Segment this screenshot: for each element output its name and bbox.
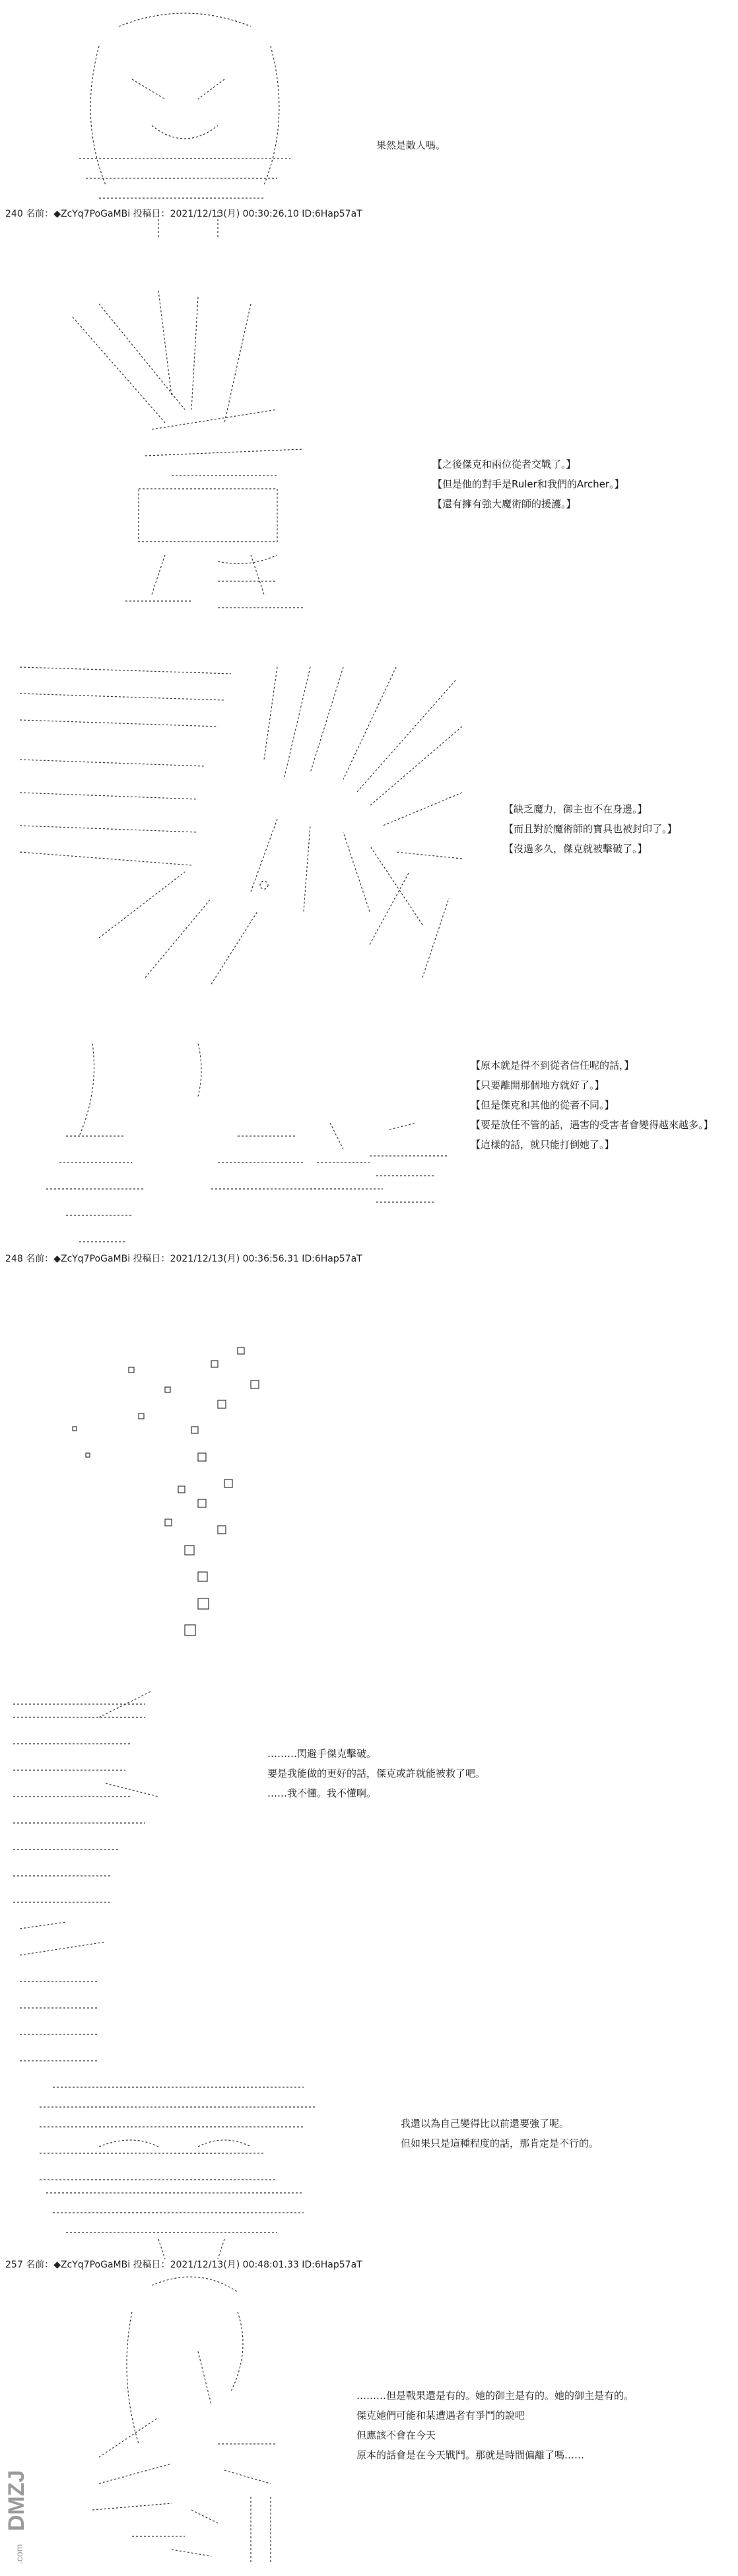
panel-7-line-1: 我還以為自己變得比以前還要強了呢。 xyxy=(401,2118,570,2129)
post-number: 248 xyxy=(5,1254,23,1264)
panel-4-line-3: 【但是傑克和其他的從者不同。】 xyxy=(471,1099,615,1111)
panel-4-dialog xyxy=(471,1055,714,1155)
art-hooded-figure xyxy=(79,13,290,238)
post-date-label: 投稿日： xyxy=(133,2260,170,2270)
post-name-label: 名前： xyxy=(26,1254,54,1264)
post-header-257 xyxy=(5,2258,362,2271)
panel-3-dialog xyxy=(504,799,677,859)
panel-6-dialog xyxy=(267,1744,485,1803)
watermark-suffix: .com xyxy=(14,2544,24,2564)
panel-7-dialog xyxy=(401,2114,599,2153)
post-date-label: 投稿日： xyxy=(133,209,170,219)
watermark-text: DMZJ xyxy=(4,2470,29,2531)
panel-4-line-5: 【這樣的話，就只能打倒她了。】 xyxy=(471,1139,615,1151)
panel-2-line-1: 【之後傑克和兩位從者交戰了。】 xyxy=(432,458,576,470)
panel-3-line-3: 【沒過多久，傑克就被擊破了。】 xyxy=(504,843,648,855)
panel-3-line-2: 【而且對於魔術師的寶具也被封印了。】 xyxy=(504,823,677,835)
panel-6-line-1: ………閃避手傑克擊破。 xyxy=(267,1748,377,1760)
panel-7-line-2: 但如果只是這種程度的話，那肯定是不行的。 xyxy=(401,2137,599,2149)
panel-1-dialog xyxy=(376,135,446,155)
panel-4-line-2: 【只要離開那個地方就好了。】 xyxy=(471,1079,605,1091)
post-id: ID:6Hap57aT xyxy=(302,1254,362,1264)
post-name-label: 名前： xyxy=(26,2260,54,2270)
panel-1-line-1: 果然是敵人嗎。 xyxy=(376,139,446,151)
panel-8-line-1: ………但是戰果還是有的。她的御主是有的。她的御主是有的。 xyxy=(356,2390,634,2402)
post-header-240 xyxy=(5,207,362,220)
art-fallen-figures xyxy=(46,1044,449,1242)
post-name[interactable]: ◆ZcYq7PoGaMBi xyxy=(53,2260,131,2270)
post-id: ID:6Hap57aT xyxy=(302,2260,362,2270)
panel-8-line-4: 原本的話會是在今天戰鬥。那就是時間偏離了嗎…… xyxy=(356,2449,585,2461)
panel-8-line-3: 但應該不會在今天 xyxy=(356,2429,436,2441)
art-dissolving-particles xyxy=(73,1347,259,1635)
post-name[interactable]: ◆ZcYq7PoGaMBi xyxy=(53,1254,131,1264)
panel-8-dialog xyxy=(356,2386,634,2465)
panel-2-dialog xyxy=(432,454,624,514)
post-name[interactable]: ◆ZcYq7PoGaMBi xyxy=(53,209,131,219)
post-header-248 xyxy=(5,1252,362,1265)
panel-6-line-3: ……我不懂。我不懂啊。 xyxy=(267,1787,377,1799)
post-date-label: 投稿日： xyxy=(133,1254,170,1264)
post-id: ID:6Hap57aT xyxy=(302,209,362,219)
post-date: 2021/12/13(月) 00:36:56.31 xyxy=(170,1254,299,1264)
post-date: 2021/12/13(月) 00:30:26.10 xyxy=(170,209,299,219)
post-number: 240 xyxy=(5,209,23,219)
panel-4-line-4: 【要是放任不管的話，遇害的受害者會變得越來越多。】 xyxy=(471,1119,714,1131)
panel-2-line-3: 【還有擁有強大魔術師的援護。】 xyxy=(432,498,576,510)
art-standing-figure xyxy=(13,1691,158,2061)
panel-3-line-1: 【缺乏魔力，御主也不在身邊。】 xyxy=(504,803,648,815)
art-burst-effect xyxy=(20,667,462,984)
panel-6-line-2: 要是我能做的更好的話，傑克或許就能被救了吧。 xyxy=(267,1768,486,1779)
site-watermark xyxy=(4,2458,30,2571)
panel-8-line-2: 傑克她們可能和某遭遇者有爭鬥的說吧 xyxy=(356,2410,525,2421)
art-blade-figure xyxy=(73,291,304,608)
art-closeup-figure xyxy=(40,2087,317,2259)
post-number: 257 xyxy=(5,2260,23,2270)
post-name-label: 名前： xyxy=(26,209,54,219)
panel-2-line-2: 【但是他的對手是Ruler和我們的Archer。】 xyxy=(432,478,624,490)
panel-4-line-1: 【原本就是得不到從者信任呢的話，】 xyxy=(471,1059,634,1071)
post-date: 2021/12/13(月) 00:48:01.33 xyxy=(170,2260,299,2270)
art-seated-figure xyxy=(92,2277,277,2563)
